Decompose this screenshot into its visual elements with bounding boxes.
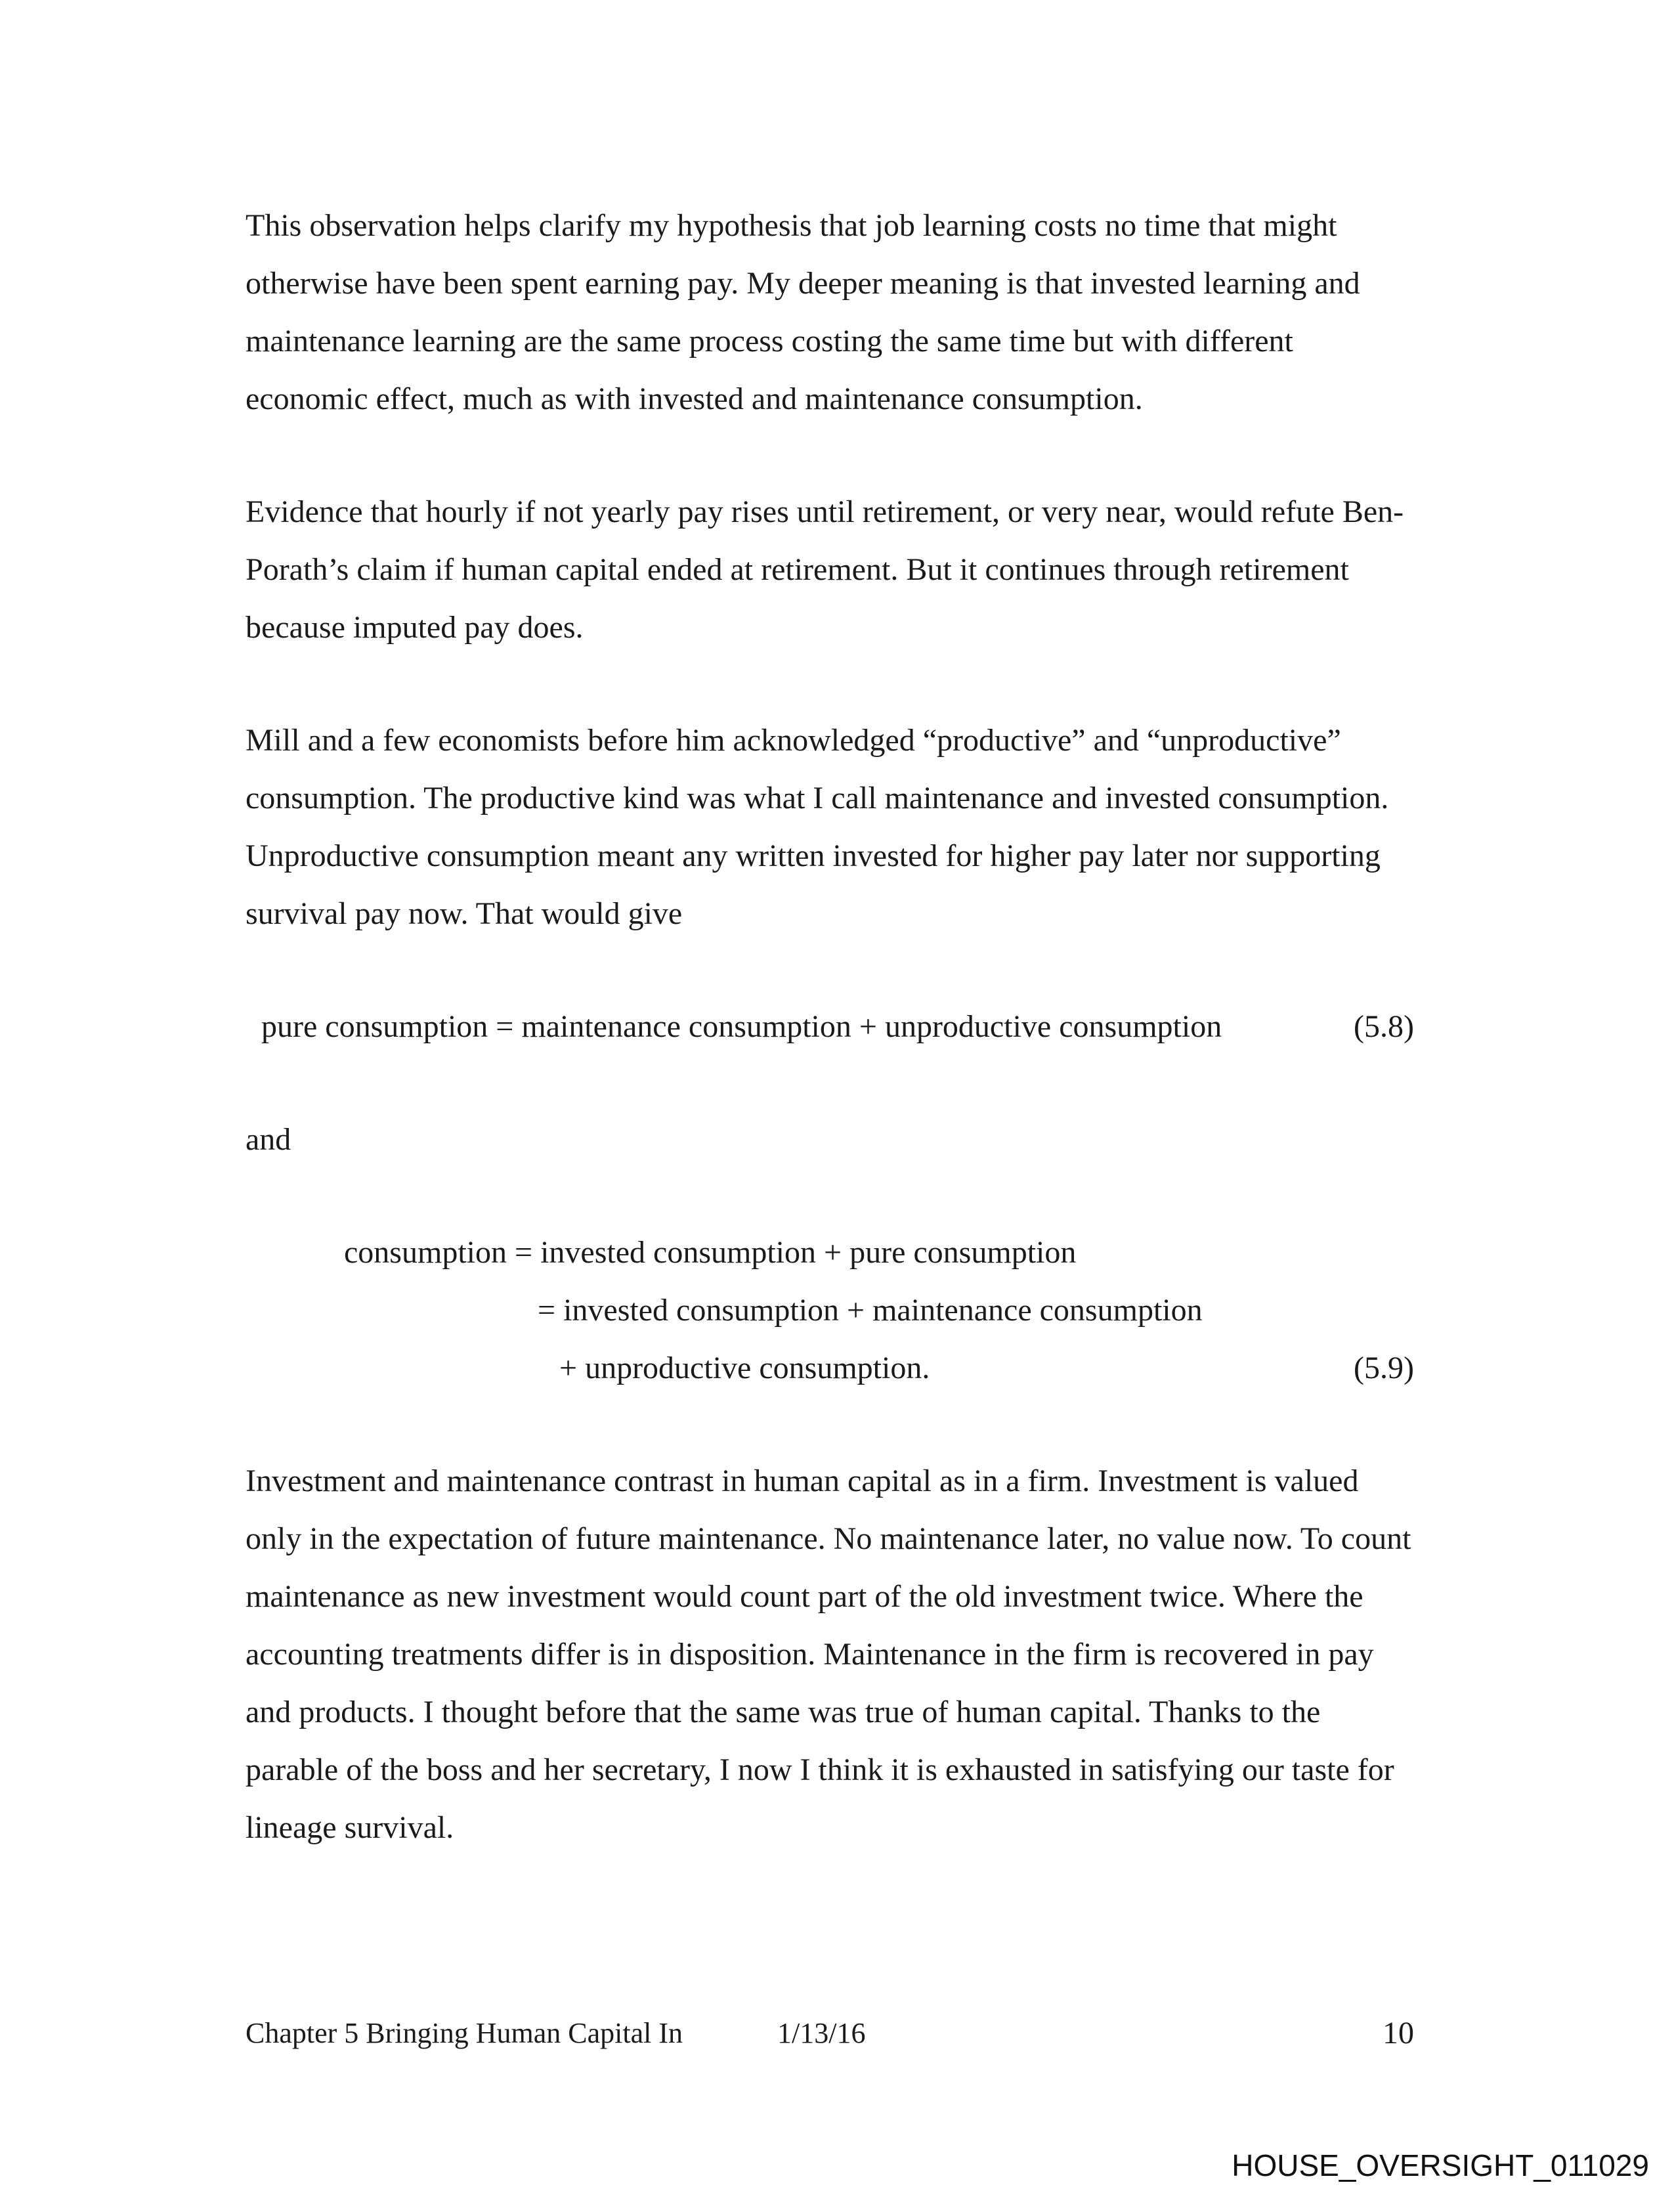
document-body <box>246 197 1414 1912</box>
page-footer <box>246 2010 1414 2056</box>
equation-5-8-number: (5.8) <box>1354 1009 1414 1044</box>
footer-page-number: 10 <box>1383 2016 1414 2050</box>
equation-5-9-line-2: = invested consumption + maintenance consumption <box>538 1293 1203 1328</box>
equation-5-9-line-3-text: + unproductive consumption. <box>559 1351 930 1385</box>
paragraph-1: This observation helps clarify my hypothesis that job learning costs no time that might otherwise have been spent earning pay. My deeper meaning is that invested learning and maintenance learning are the same process costing the same time but with different economic effect, much as with invested and maintenance consumption. <box>246 208 1360 416</box>
footer-chapter-title: Chapter 5 Bringing Human Capital In <box>246 2017 683 2049</box>
paragraph-4: Investment and maintenance contrast in human capital as in a firm. Investment is valued only in the expectation of future maintenance. No maintenance later, no value now. To count maintenance as new investment would count part of the old investment twice. Where the accounting treatments differ is in disposition. Maintenance in the firm is recovered in pay and products. I thought before that the same was true of human capital. Thanks to the parable of the boss and her secretary, I now I think it is exhausted in satisfying our taste for lineage survival. <box>246 1464 1411 1845</box>
footer-date: 1/13/16 <box>777 2017 866 2049</box>
equation-5-9-number: (5.9) <box>1354 1351 1414 1385</box>
equation-5-9-line-3 <box>246 1339 1414 1397</box>
paragraph-3: Mill and a few economists before him acknowledged “productive” and “unproductive” consumption. The productive kind was what I call maintenance and invested consumption. Unproductive consumption meant any written invested for higher pay later nor supporting survival pay now. That would give <box>246 723 1389 931</box>
equation-5-8 <box>246 998 1414 1056</box>
equation-5-9 <box>246 1224 1414 1397</box>
paragraph-2: Evidence that hourly if not yearly pay rises until retirement, or very near, would refute Ben-Porath’s claim if human capital ended at retirement. But it continues through retirement because imputed pay does. <box>246 494 1404 645</box>
equation-5-9-line-1: consumption = invested consumption + pure consumption <box>344 1235 1077 1270</box>
oversight-watermark: HOUSE_OVERSIGHT_011029 <box>1232 2148 1649 2182</box>
equation-5-8-text: pure consumption = maintenance consumption + unproductive consumption <box>261 1009 1222 1044</box>
connector-text: and <box>246 1122 291 1157</box>
